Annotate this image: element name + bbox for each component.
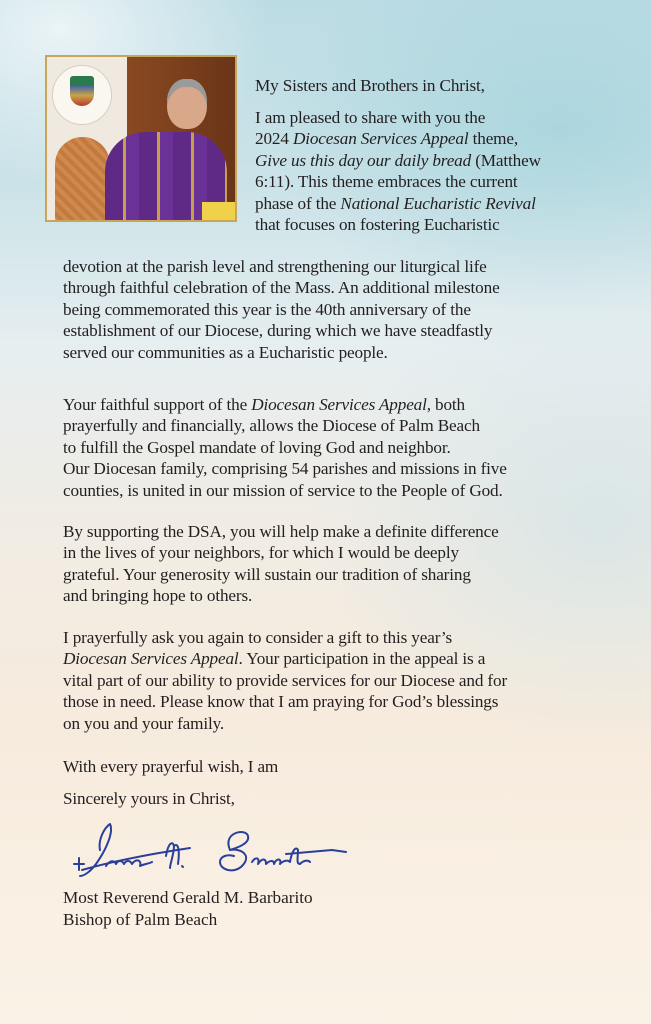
valediction: Sincerely yours in Christ, [63,789,235,808]
signer-block [63,887,313,931]
paragraph-1-bottom: devotion at the parish level and strengthening our liturgical life through faithful celebration of the Mass. An additional milestone being commemorated this year is the 40th anniversary of the establishment of our Diocese, during which we have steadfastly served our communities as a Eucharistic people. [63,257,500,362]
chair-cushion [55,137,110,222]
lectern [202,202,237,222]
crest-icon [70,76,94,106]
coat-of-arms-seal [52,65,112,125]
bishop-photo [45,55,237,222]
bishop-head [167,79,207,129]
signer-name: Most Reverend Gerald M. Barbarito [63,888,313,907]
paragraph-4: I prayerfully ask you again to consider a gift to this year’s Diocesan Services Appeal. Your participation in the appeal is a vital part of our ability to provide services for our Diocese and for those in need. Please know that I am praying for God’s blessings on you and your family. [63,628,508,733]
paragraph-1-top: I am pleased to share with you the 2024 Diocesan Services Appeal theme, Give us this day our daily bread (Matthew 6:11). This theme embraces the current phase of the National Eucharistic Revival that focuses on fostering Eucharistic [255,108,541,235]
closing-line: With every prayerful wish, I am [63,757,279,776]
paragraph-3: By supporting the DSA, you will help make a definite difference in the lives of your neighbors, for which I would be deeply grateful. Your generosity will sustain our tradition of sharing and bringing hope to others. [63,522,499,606]
signature-icon [70,820,360,890]
greeting: My Sisters and Brothers in Christ, [255,76,485,95]
paragraph-2: Your faithful support of the Diocesan Services Appeal, both prayerfully and financially, allows the Diocese of Palm Beach to fulfill the Gospel mandate of loving God and neighbor. Our Diocesan family, comprising 54 parishes and missions in five counties, is united in our mission of service to the People of God. [63,395,507,500]
signer-title: Bishop of Palm Beach [63,910,218,929]
